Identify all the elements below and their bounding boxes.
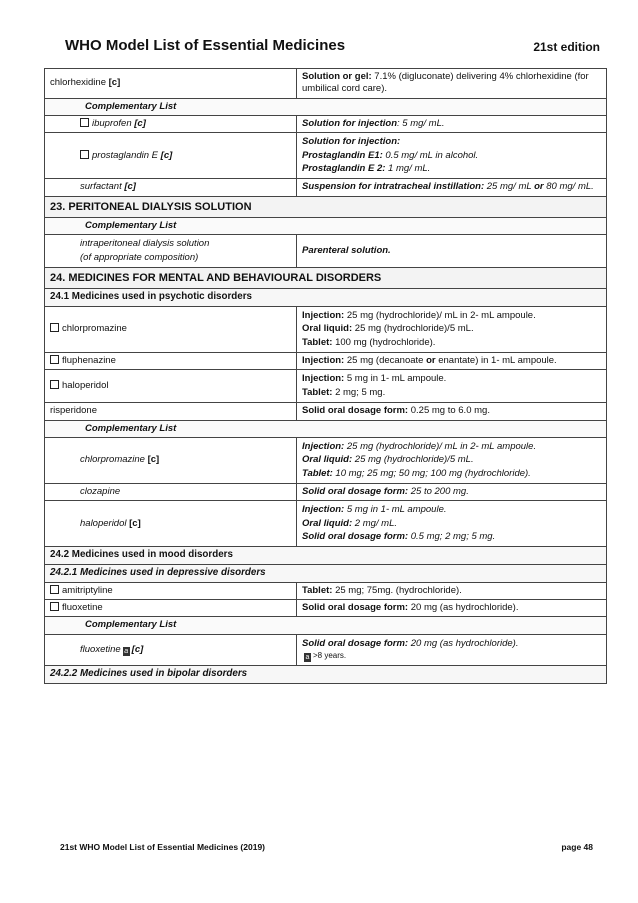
dosage-form: Oral liquid: bbox=[302, 323, 353, 335]
dosage-form: Parenteral solution. bbox=[297, 235, 607, 268]
dosage-detail: 20 mg (as hydrochloride). bbox=[408, 637, 519, 649]
age-tag: [c] bbox=[124, 181, 136, 193]
age-tag: [c] bbox=[108, 77, 121, 89]
dosage-form: Tablet: bbox=[302, 336, 333, 348]
table-row bbox=[45, 353, 607, 370]
dosage-detail: 7.1% (digluconate) delivering 4% chlorhexidine (for umbilical cord care). bbox=[302, 71, 589, 95]
or-connector: or bbox=[426, 355, 436, 367]
square-box-icon bbox=[50, 602, 59, 611]
complementary-list-row: Complementary List bbox=[45, 98, 607, 115]
table-row bbox=[45, 307, 607, 353]
square-box-icon bbox=[50, 355, 59, 364]
dosage-detail: 80 mg/ mL. bbox=[543, 181, 594, 193]
table-row bbox=[45, 501, 607, 547]
dosage-form: Tablet: bbox=[302, 584, 333, 596]
page-header-title: WHO Model List of Essential Medicines bbox=[65, 37, 346, 54]
medicine-name: fluoxetine bbox=[62, 602, 103, 614]
dosage-form: Solution for injection: bbox=[302, 136, 401, 148]
medicine-name: risperidone bbox=[45, 403, 297, 420]
square-box-icon bbox=[80, 150, 89, 159]
dosage-form: Injection: bbox=[302, 373, 345, 385]
dosage-form: Solid oral dosage form: bbox=[302, 530, 409, 542]
dosage-detail: 25 mg (hydrochloride)/ mL in 2- mL ampoule. bbox=[344, 440, 537, 452]
medicine-name: chlorhexidine bbox=[50, 77, 106, 89]
medicine-name: ibuprofen bbox=[92, 118, 132, 130]
medicine-name: haloperidol bbox=[80, 517, 127, 529]
medicine-name: fluoxetine bbox=[80, 643, 121, 655]
dosage-detail: 20 mg (as hydrochloride). bbox=[408, 602, 519, 614]
table-row bbox=[45, 69, 607, 99]
age-tag: [c] bbox=[131, 643, 144, 655]
age-tag: [c] bbox=[147, 454, 160, 466]
dosage-detail: 100 mg (hydrochloride). bbox=[332, 336, 436, 348]
subsection-heading-row: 24.1 Medicines used in psychotic disorders bbox=[45, 289, 607, 307]
square-box-icon bbox=[50, 585, 59, 594]
dosage-detail: 0.5 mg; 2 mg; 5 mg. bbox=[408, 530, 496, 542]
dosage-form: Oral liquid: bbox=[302, 517, 353, 529]
dosage-detail: 25 to 200 mg. bbox=[408, 485, 469, 497]
dosage-detail: 25 mg (hydrochloride)/5 mL. bbox=[352, 454, 474, 466]
dosage-detail: 25 mg (hydrochloride)/5 mL. bbox=[352, 323, 474, 335]
age-tag: [c] bbox=[134, 118, 146, 130]
complementary-list-row: Complementary List bbox=[45, 420, 607, 437]
table-row bbox=[45, 634, 607, 665]
table-row bbox=[45, 483, 607, 500]
dosage-detail: 25 mg (hydrochloride)/ mL in 2- mL ampoule. bbox=[344, 310, 536, 322]
dosage-detail: 10 mg; 25 mg; 50 mg; 100 mg (hydrochloride). bbox=[332, 467, 531, 479]
complementary-list-row: Complementary List bbox=[45, 218, 607, 235]
subsection-heading-row: 24.2.2 Medicines used in bipolar disorders bbox=[45, 666, 607, 684]
square-box-icon bbox=[50, 323, 59, 332]
page-header-edition: 21st edition bbox=[533, 40, 600, 54]
table-row bbox=[45, 133, 607, 179]
dosage-detail: 2 mg/ mL. bbox=[352, 517, 398, 529]
dosage-detail: 5 mg in 1- mL ampoule. bbox=[344, 373, 447, 385]
dosage-form: Solid oral dosage form: bbox=[302, 405, 409, 417]
dosage-form: Solid oral dosage form: bbox=[302, 602, 409, 614]
age-restriction-badge: a bbox=[305, 654, 310, 662]
dosage-detail: 0.5 mg/ mL in alcohol. bbox=[382, 149, 479, 161]
age-restriction-badge: a bbox=[124, 647, 129, 655]
table-row bbox=[45, 179, 607, 196]
page-number: page 48 bbox=[561, 842, 593, 852]
page-footer-title: 21st WHO Model List of Essential Medicines (2019) bbox=[60, 842, 265, 852]
dosage-detail: 5 mg in 1- mL ampoule. bbox=[344, 504, 447, 516]
table-row bbox=[45, 235, 607, 268]
medicine-name: surfactant bbox=[80, 181, 122, 193]
dosage-detail: 25 mg; 75mg. (hydrochloride). bbox=[332, 584, 462, 596]
dosage-form: Solid oral dosage form: bbox=[302, 637, 409, 649]
dosage-form: Solution for injection bbox=[302, 118, 397, 130]
age-tag: [c] bbox=[160, 149, 173, 161]
dosage-detail: 2 mg; 5 mg. bbox=[332, 386, 386, 398]
table-row bbox=[45, 600, 607, 617]
dosage-form: Suspension for intratracheal instillation: bbox=[302, 181, 485, 193]
medicine-name: prostaglandin E bbox=[92, 149, 159, 161]
dosage-detail: 1 mg/ mL. bbox=[385, 163, 431, 175]
complementary-list-row: Complementary List bbox=[45, 617, 607, 634]
dosage-form: Oral liquid: bbox=[302, 454, 353, 466]
dosage-detail: 25 mg/ mL bbox=[484, 181, 535, 193]
dosage-form: Injection: bbox=[302, 504, 345, 516]
dosage-form: Injection: bbox=[302, 310, 345, 322]
dosage-form: Tablet: bbox=[302, 386, 333, 398]
dosage-form: Solution or gel: bbox=[302, 71, 372, 82]
table-row bbox=[45, 403, 607, 420]
table-row bbox=[45, 582, 607, 599]
subsection-heading-row: 24.2 Medicines used in mood disorders bbox=[45, 547, 607, 565]
table-row bbox=[45, 437, 607, 483]
medicine-name: haloperidol bbox=[62, 380, 109, 392]
dosage-form: Solid oral dosage form: bbox=[302, 485, 409, 497]
age-note: >8 years. bbox=[313, 651, 347, 661]
medicine-name: intraperitoneal dialysis solution bbox=[80, 238, 210, 250]
medicine-name: chlorpromazine bbox=[62, 323, 127, 335]
medicine-name: chlorpromazine bbox=[80, 454, 145, 466]
dosage-form: Tablet: bbox=[302, 467, 333, 479]
dosage-subform: Prostaglandin E1: bbox=[302, 149, 383, 161]
or-connector: or bbox=[534, 181, 544, 193]
dosage-detail: enantate) in 1- mL ampoule. bbox=[435, 355, 557, 367]
table-row bbox=[45, 116, 607, 133]
square-box-icon bbox=[50, 380, 59, 389]
dosage-detail: 25 mg (decanoate bbox=[344, 355, 427, 367]
medicine-name: clozapine bbox=[45, 483, 297, 500]
medicine-name-note: (of appropriate composition) bbox=[80, 251, 199, 263]
square-box-icon bbox=[80, 118, 89, 127]
section-heading-row: 23. PERITONEAL DIALYSIS SOLUTION bbox=[45, 196, 607, 217]
dosage-subform: Prostaglandin E 2: bbox=[302, 163, 386, 175]
dosage-detail: 0.25 mg to 6.0 mg. bbox=[408, 405, 490, 417]
dosage-form: Injection: bbox=[302, 440, 345, 452]
medicine-name: amitriptyline bbox=[62, 584, 113, 596]
table-row bbox=[45, 370, 607, 403]
dosage-detail: : 5 mg/ mL. bbox=[397, 118, 445, 130]
section-heading-row: 24. MEDICINES FOR MENTAL AND BEHAVIOURAL DISORDERS bbox=[45, 268, 607, 289]
medicines-table bbox=[44, 68, 607, 684]
dosage-form: Injection: bbox=[302, 355, 345, 367]
age-tag: [c] bbox=[129, 517, 141, 529]
subsection-heading-row: 24.2.1 Medicines used in depressive disorders bbox=[45, 565, 607, 583]
medicine-name: fluphenazine bbox=[62, 355, 116, 367]
